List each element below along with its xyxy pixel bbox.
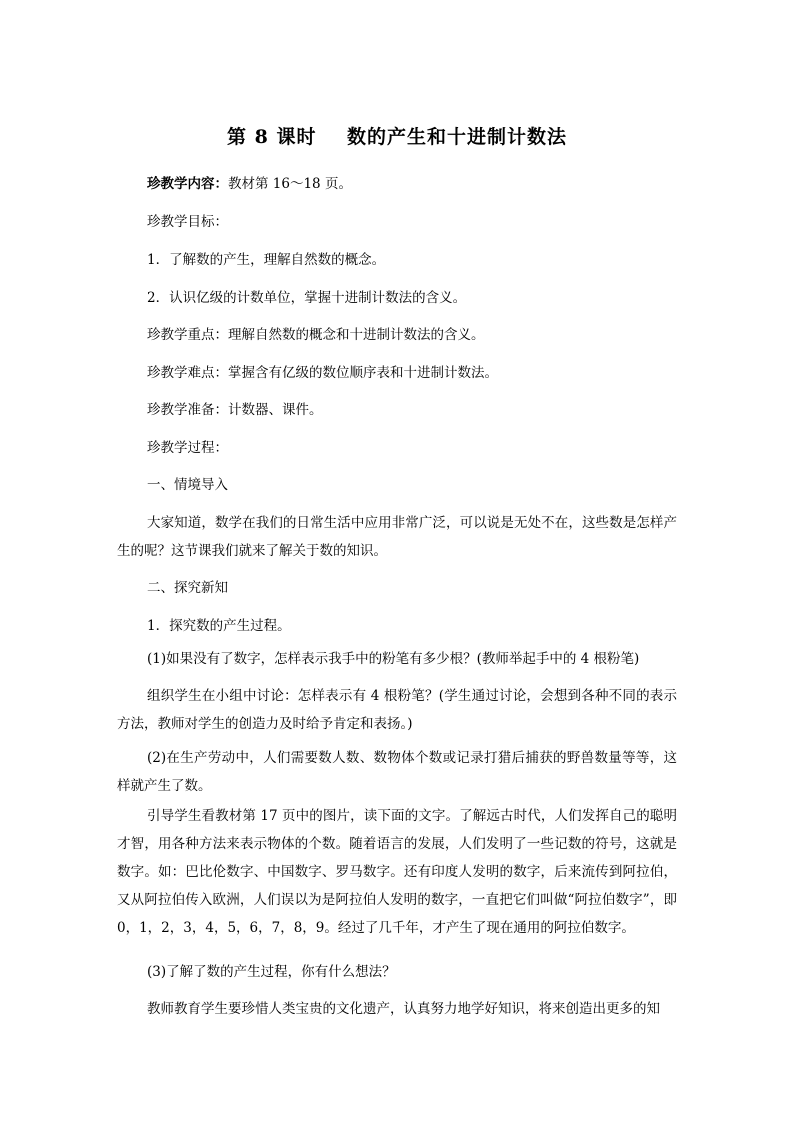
paragraph-question-3: (3)了解了数的产生过程，你有什么想法？ — [147, 964, 396, 980]
paragraph-process: 珍教学过程： — [147, 440, 228, 456]
paragraph-objective-1: 1．了解数的产生，理解自然数的概念。 — [147, 252, 386, 268]
paragraph-question-2: (2)在生产劳动中，人们需要数人数、数物体个数或记录打猎后捕获的野兽数量等等，这样就产生了数。 — [117, 750, 677, 794]
paragraph-key-points: 珍教学重点：理解自然数的概念和十进制计数法的含义。 — [147, 327, 485, 343]
section-heading-intro: 一、情境导入 — [147, 477, 228, 493]
paragraph-guide: 引导学生看教材第 17 页中的图片，读下面的文字。了解远古时代，人们发挥自己的聪明才智，用各种方法来表示物体的个数。随着语言的发展，人们发明了一些记数的符号，这就是数字。如：巴比伦数字、中国数字、罗马数字。还有印度人发明的数字，后来流传到阿拉伯，又从阿拉伯传入欧洲，人们误以为是阿拉伯人发明的数字，一直把它们叫做“阿拉伯数字”，即 0，1，2，3，4，5，6，7，8，9。经过了几千年，才产生了现在通用的阿拉伯数字。 — [117, 808, 677, 936]
paragraph-question-1: (1)如果没有了数字，怎样表示我手中的粉笔有多少根？(教师举起手中的 4 根粉笔) — [147, 651, 640, 667]
page-title: 第 8 课时 数的产生和十进制计数法 — [227, 126, 567, 148]
paragraph-objective-2: 2．认识亿级的计数单位，掌握十进制计数法的含义。 — [147, 290, 467, 306]
teaching-content-label: 珍教学内容： — [147, 176, 228, 192]
paragraph-teaching-content — [117, 170, 677, 198]
paragraph-preparation: 珍教学准备：计数器、课件。 — [147, 402, 323, 418]
teaching-content-text: 教材第 16～18 页。 — [228, 176, 352, 192]
paragraph-intro: 大家知道，数学在我们的日常生活中应用非常广泛，可以说是无处不在，这些数是怎样产生的呢？这节课我们就来了解关于数的知识。 — [117, 515, 677, 559]
section-heading-explore: 二、探究新知 — [147, 580, 228, 596]
paragraph-discussion: 组织学生在小组中讨论：怎样表示有 4 根粉笔？(学生通过讨论，会想到各种不同的表示方法，教师对学生的创造力及时给予肯定和表扬。) — [117, 688, 677, 732]
paragraph-difficulties: 珍教学难点：掌握含有亿级的数位顺序表和十进制计数法。 — [147, 365, 498, 381]
paragraph-teaching-objectives: 珍教学目标： — [147, 214, 228, 230]
paragraph-teacher-education: 教师教育学生要珍惜人类宝贵的文化遗产，认真努力地学好知识，将来创造出更多的知 — [147, 1001, 660, 1017]
paragraph-explore-1: 1．探究数的产生过程。 — [147, 618, 291, 634]
